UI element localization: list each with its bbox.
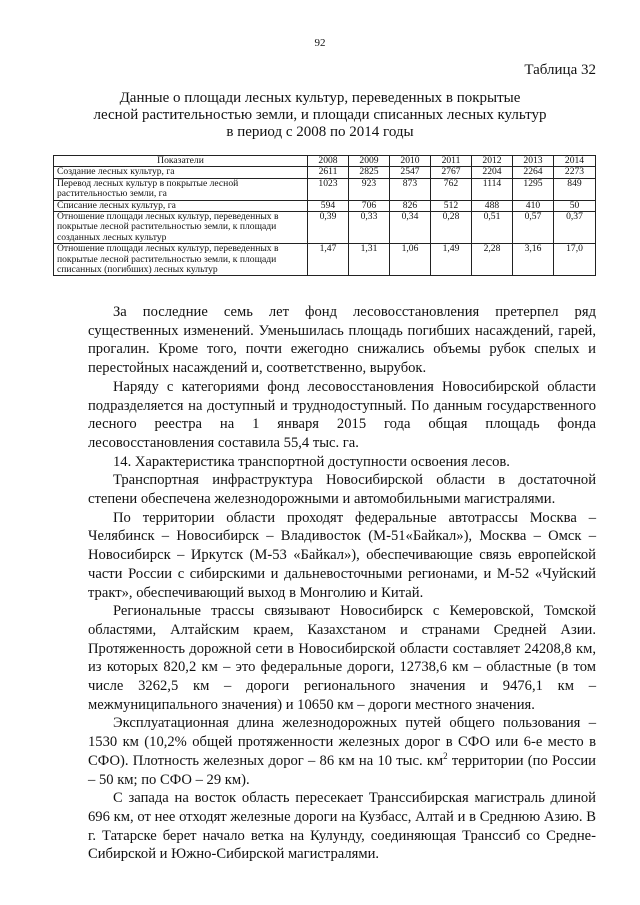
row-label: Отношение площади лесных культур, переведенных в покрытые лесной растительностью земли, к площади созданных лесных культур <box>54 212 308 244</box>
table-cell: 1,47 <box>308 244 349 276</box>
table-cell: 2825 <box>349 167 390 178</box>
table-cell: 923 <box>349 178 390 200</box>
table-caption <box>60 90 580 141</box>
table-cell: 0,28 <box>431 212 472 244</box>
table-cell: 1,31 <box>349 244 390 276</box>
table-cell: 1,06 <box>390 244 431 276</box>
table-cell: 2611 <box>308 167 349 178</box>
row-label: Списание лесных культур, га <box>54 200 308 211</box>
paragraph: Транспортная инфраструктура Новосибирской области в достаточной степени обеспечена железнодорожными и автомобильными магистралями. <box>88 472 596 508</box>
page-number: 92 <box>314 37 326 49</box>
table-header-row <box>54 156 596 167</box>
table-row <box>54 178 596 200</box>
table-cell: 0,33 <box>349 212 390 244</box>
column-header: 2012 <box>472 156 513 167</box>
caption-line: в период с 2008 по 2014 годы <box>226 124 414 140</box>
table-cell: 826 <box>390 200 431 211</box>
table-cell: 2547 <box>390 167 431 178</box>
table-cell: 2,28 <box>472 244 513 276</box>
table-cell: 594 <box>308 200 349 211</box>
section-heading: 14. Характеристика транспортной доступности освоения лесов. <box>113 453 510 470</box>
body-text <box>88 303 596 864</box>
table-row <box>54 200 596 211</box>
table-cell: 0,57 <box>513 212 554 244</box>
table-cell: 849 <box>554 178 596 200</box>
table-cell: 0,39 <box>308 212 349 244</box>
table-cell: 873 <box>390 178 431 200</box>
column-header: 2009 <box>349 156 390 167</box>
table-row <box>54 212 596 244</box>
column-header: Показатели <box>54 156 308 167</box>
table-cell: 410 <box>513 200 554 211</box>
table-cell: 488 <box>472 200 513 211</box>
caption-line: Данные о площади лесных культур, переведенных в покрытые <box>119 90 521 106</box>
table-row <box>54 167 596 178</box>
table-cell: 2273 <box>554 167 596 178</box>
row-label: Отношение площади лесных культур, переведенных в покрытые лесной растительностью земли, к площади списанных (погибших) лесных культур <box>54 244 308 276</box>
table-cell: 1023 <box>308 178 349 200</box>
column-header: 2013 <box>513 156 554 167</box>
table-cell: 0,34 <box>390 212 431 244</box>
table-cell: 0,51 <box>472 212 513 244</box>
row-label: Создание лесных культур, га <box>54 167 308 178</box>
table-cell: 2204 <box>472 167 513 178</box>
paragraph: Наряду с категориями фонд лесовосстановления Новосибирской области подразделяется на доступный и труднодоступный. По данным государственного лесного реестра на 1 января 2015 года общая площадь фонда лесовосстановления составила 55,4 тыс. га. <box>88 378 596 451</box>
table-cell: 1114 <box>472 178 513 200</box>
paragraph-rail <box>88 714 596 789</box>
paragraph: С запада на восток область пересекает Транссибирская магистраль длиной 696 км, от нее отходят железные дороги на Кузбасс, Алтай и в Среднюю Азию. В г. Татарске берет начало ветка на Кулунду, соединяющая Транссиб со Средне-Сибирской и Южно-Сибирской магистралями. <box>88 790 596 863</box>
table-cell: 3,16 <box>513 244 554 276</box>
column-header: 2011 <box>431 156 472 167</box>
table-label: Таблица 32 <box>524 62 596 78</box>
table-cell: 17,0 <box>554 244 596 276</box>
table-cell: 706 <box>349 200 390 211</box>
paragraph: За последние семь лет фонд лесовосстановления претерпел ряд существенных изменений. Уменьшилась площадь погибших насаждений, гарей, прогалин. Кроме того, почти ежегодно снижались объемы рубок спелых и перестойных насаждений и, соответственно, вырубок. <box>88 304 596 377</box>
table-cell: 1295 <box>513 178 554 200</box>
paragraph: Региональные трассы связывают Новосибирск с Кемеровской, Томской областями, Алтайским краем, Казахстаном и странами Средней Азии. Протяженность дорожной сети в Новосибирской области составляет 24208,8 км, из которых 820,2 км – это федеральные дороги, 12738,6 км – областные (в том числе 3262,5 км – дороги регионального значения и 9476,1 км – межмуниципального значения) и 10650 км – дороги местного значения. <box>88 603 596 713</box>
row-label: Перевод лесных культур в покрытые лесной растительностью земли, га <box>54 178 308 200</box>
column-header: 2014 <box>554 156 596 167</box>
table-cell: 762 <box>431 178 472 200</box>
table-cell: 50 <box>554 200 596 211</box>
table-cell: 2767 <box>431 167 472 178</box>
table-cell: 0,37 <box>554 212 596 244</box>
table-cell: 1,49 <box>431 244 472 276</box>
table-cell: 2264 <box>513 167 554 178</box>
rail-text: Эксплуатационная длина железнодорожных путей общего пользования – 1530 км (10,2% общей протяженности железных дорог в СФО или 6-е место в СФО). Плотность железных дорог – 86 км на 10 тыс. км <box>88 715 596 769</box>
forest-culture-table <box>53 155 596 276</box>
paragraph: По территории области проходят федеральные автотрассы Москва – Челябинск – Новосибирск – Владивосток (М-51«Байкал»), Москва – Омск – Новосибирск – Иркутск (М-53 «Байкал»), обеспечивающие связь европейской части России с сибирскими и дальневосточными регионами, и М-52 «Чуйский тракт», обеспечивающий выход в Монголию и Китай. <box>88 509 596 601</box>
column-header: 2008 <box>308 156 349 167</box>
column-header: 2010 <box>390 156 431 167</box>
table-cell: 512 <box>431 200 472 211</box>
superscript: 2 <box>443 751 448 762</box>
caption-line: лесной растительностью земли, и площади списанных лесных культур <box>93 107 547 123</box>
rail-text-end: территории (по России – 50 км; по СФО – 29 км). <box>88 752 596 788</box>
table-row <box>54 244 596 276</box>
